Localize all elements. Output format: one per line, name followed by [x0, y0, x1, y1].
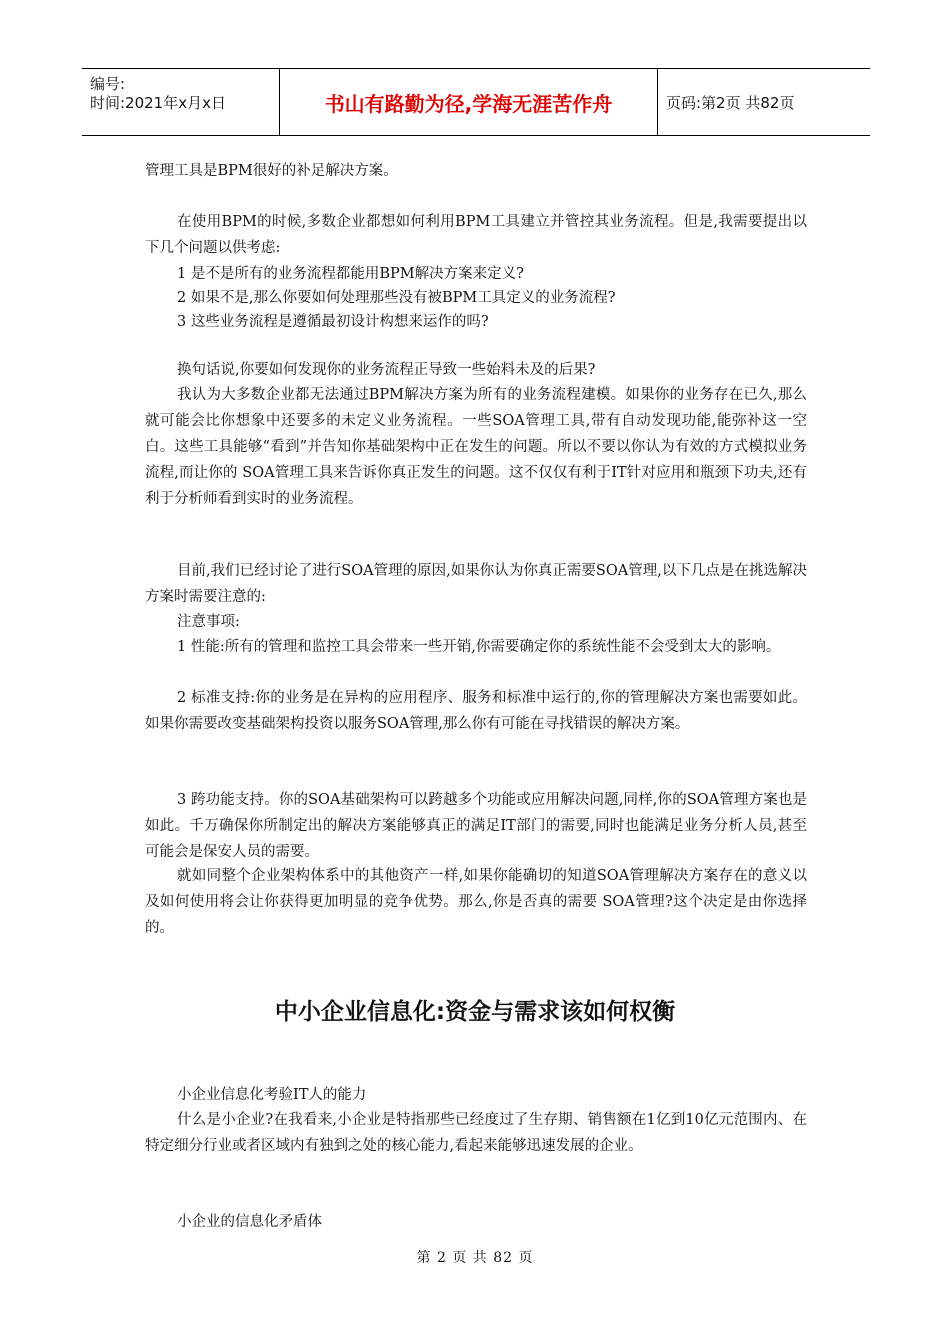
paragraph: 小企业的信息化矛盾体 — [177, 1214, 322, 1230]
paragraph: 管理工具是BPM很好的补足解决方案。 — [145, 163, 398, 179]
paragraph: 在使用BPM的时候,多数企业都想如何利用BPM工具建立并管控其业务流程。但是,我需要提出以下几个问题以供考虑: — [145, 214, 807, 256]
list-item: 2 如果不是,那么你要如何处理那些没有被BPM工具定义的业务流程? — [177, 290, 616, 306]
paragraph: 什么是小企业?在我看来,小企业是特指那些已经度过了生存期、销售额在1亿到10亿元范围内、在特定细分行业或者区域内有独到之处的核心能力,看起来能够迅速发展的企业。 — [145, 1112, 807, 1154]
page-header — [82, 68, 870, 136]
list-item: 2 标准支持:你的业务是在异构的应用程序、服务和标准中运行的,你的管理解决方案也需要如此。如果你需要改变基础架构投资以服务SOA管理,那么你有可能在寻找错误的解决方案。 — [145, 690, 807, 732]
paragraph: 就如同整个企业架构体系中的其他资产一样,如果你能确切的知道SOA管理解决方案存在的意义以及如何使用将会让你获得更加明显的竞争优势。那么,你是否真的需要 SOA管理?这个决定是由你选择的。 — [145, 868, 807, 936]
paragraph: 目前,我们已经讨论了进行SOA管理的原因,如果你认为你真正需要SOA管理,以下几点是在挑选解决方案时需要注意的: — [145, 563, 807, 605]
header-motto: 书山有路勤为径,学海无涯苦作舟 — [280, 69, 658, 135]
paragraph: 注意事项: — [177, 614, 240, 630]
doc-number-label: 编号: — [90, 75, 126, 93]
date-label: 时间:2021年x月x日 — [90, 94, 226, 112]
paragraph: 换句话说,你要如何发现你的业务流程正导致一些始料未及的后果? — [177, 362, 596, 378]
header-meta — [82, 69, 280, 135]
paragraph: 我认为大多数企业都无法通过BPM解决方案为所有的业务流程建模。如果你的业务存在已久,那么就可能会比你想象中还要多的未定义业务流程。一些SOA管理工具,带有自动发现功能,能弥补这一空白。这些工具能够“看到”并告知你基础架构中正在发生的问题。所以不要以你认为有效的方式模拟业务流程,而让你的 SOA管理工具来告诉你真正发生的问题。这不仅仅有利于IT针对应用和瓶颈下功夫,还有利于分析师看到实时的业务流程。 — [145, 387, 807, 507]
page-footer: 第 2 页 共 82 页 — [416, 1250, 534, 1266]
list-item: 1 性能:所有的管理和监控工具会带来一些开销,你需要确定你的系统性能不会受到太大的影响。 — [177, 639, 781, 655]
list-item: 3 跨功能支持。你的SOA基础架构可以跨越多个功能或应用解决问题,同样,你的SOA管理方案也是如此。千万确保你所制定出的解决方案能够真正的满足IT部门的需要,同时也能满足业务分析人员,甚至可能会是保安人员的需要。 — [145, 792, 807, 860]
section-title: 中小企业信息化:资金与需求该如何权衡 — [274, 999, 676, 1025]
paragraph: 小企业信息化考验IT人的能力 — [177, 1087, 367, 1103]
list-item: 3 这些业务流程是遵循最初设计构想来运作的吗? — [177, 314, 489, 330]
list-item: 1 是不是所有的业务流程都能用BPM解决方案来定义? — [177, 266, 524, 282]
header-page-info: 页码:第2页 共82页 — [666, 93, 795, 112]
